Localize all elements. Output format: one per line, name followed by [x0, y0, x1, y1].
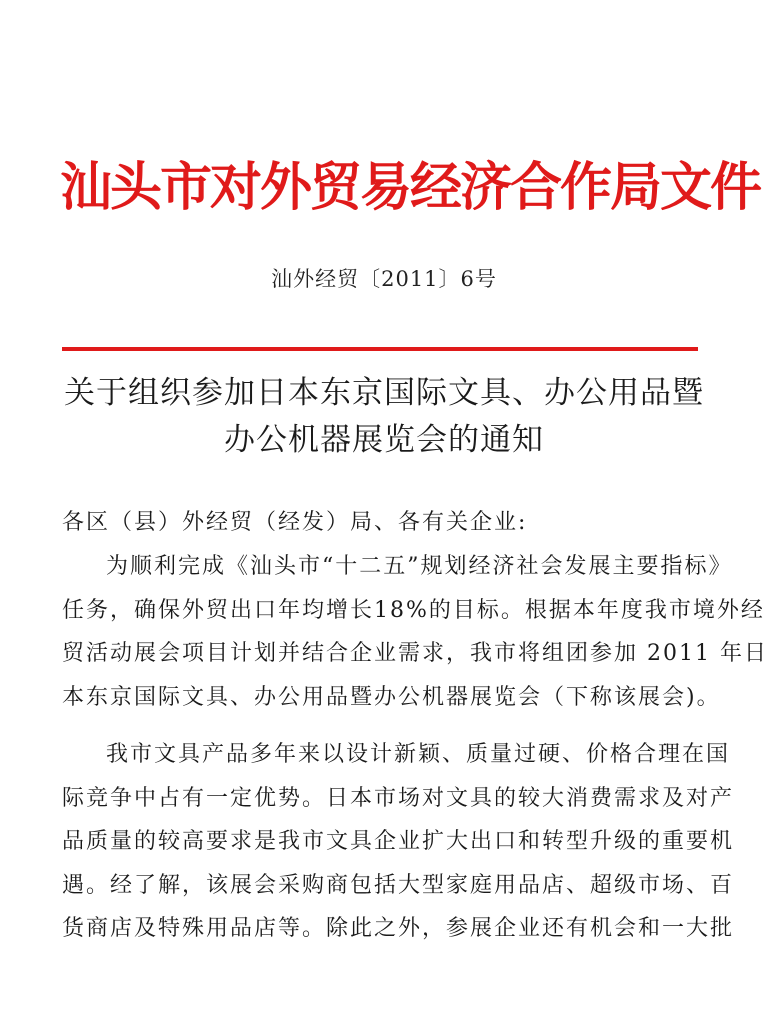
red-divider-line	[62, 347, 698, 351]
paragraph-line: 货商店及特殊用品店等。除此之外，参展企业还有机会和一大批	[62, 916, 735, 941]
document-number: 汕外经贸〔2011〕6号	[271, 267, 497, 291]
paragraph-line: 品质量的较高要求是我市文具企业扩大出口和转型升级的重要机	[62, 829, 735, 854]
paragraph-line: 贸活动展会项目计划并结合企业需求，我市将组团参加 2011 年日	[62, 641, 768, 666]
subject-line: 办公机器展览会的通知	[224, 422, 544, 458]
paragraph-line: 为顺利完成《汕头市“十二五”规划经济社会发展主要指标》	[106, 554, 733, 579]
subject-heading	[40, 370, 728, 464]
salutation: 各区（县）外经贸（经发）局、各有关企业:	[62, 510, 528, 535]
paragraph-line: 本东京国际文具、办公用品暨办公机器展览会（下称该展会)。	[62, 684, 721, 710]
body-paragraph	[62, 733, 735, 951]
subject-line: 关于组织参加日本东京国际文具、办公用品暨	[64, 375, 704, 411]
paragraph-line: 际竞争中占有一定优势。日本市场对文具的较大消费需求及对产	[62, 785, 735, 811]
issuer-title: 汕头市对外贸易经济合作局文件	[60, 157, 761, 218]
paragraph-line: 我市文具产品多年来以设计新颖、质量过硬、价格合理在国	[106, 742, 731, 767]
paragraph-line: 遇。经了解，该展会采购商包括大型家庭用品店、超级市场、百	[62, 872, 735, 898]
paragraph-line: 任务，确保外贸出口年均增长18%的目标。根据本年度我市境外经	[62, 597, 765, 623]
body-paragraph	[62, 545, 768, 719]
